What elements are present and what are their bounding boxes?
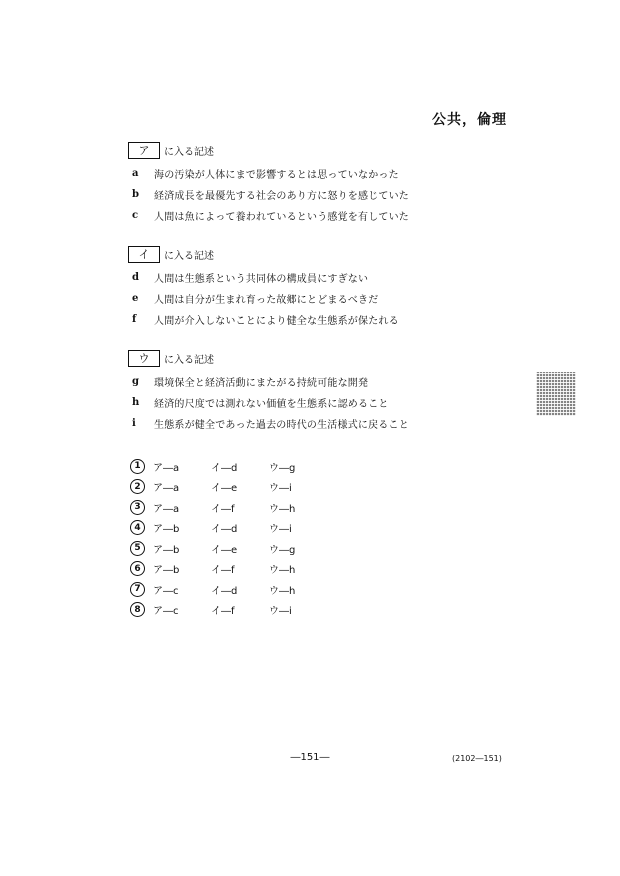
choice-a: ア―a — [153, 462, 180, 474]
section-a — [128, 140, 528, 226]
choice-i: イ―f — [211, 606, 235, 618]
list-item — [128, 392, 528, 413]
blank-box: イ — [128, 246, 160, 263]
choice-u: ウ―i — [269, 524, 292, 536]
section-heading: に入る記述 — [164, 250, 214, 262]
choice-number: 4 — [130, 520, 145, 535]
item-letter: b — [132, 189, 139, 200]
item-text: 環境保全と経済活動にまたがる持続可能な開発 — [154, 378, 369, 389]
choice-a: ア―a — [153, 503, 180, 515]
item-text: 人間が介入しないことにより健全な生態系が保たれる — [154, 316, 399, 327]
choice-number: 6 — [130, 561, 145, 576]
choice-number: 8 — [130, 602, 145, 617]
item-text: 人間は自分が生まれ育った故郷にとどまるべきだ — [154, 295, 379, 306]
subject-title: 公共，倫理 — [432, 112, 507, 128]
item-text: 海の汚染が人体にまで影響するとは思っていなかった — [154, 170, 399, 181]
answer-choices — [130, 456, 329, 620]
choice-a: ア―b — [153, 565, 180, 577]
choice-i: イ―d — [211, 462, 238, 474]
choice-number: 3 — [130, 500, 145, 515]
item-letter: c — [132, 210, 139, 221]
section-header — [128, 140, 528, 160]
choice-number: 2 — [130, 479, 145, 494]
choice-number: 5 — [130, 541, 145, 556]
choice-i: イ―d — [211, 524, 238, 536]
section-i — [128, 244, 528, 330]
choice-row — [130, 477, 329, 498]
item-text: 人間は生態系という共同体の構成員にすぎない — [154, 274, 369, 285]
choice-row — [130, 559, 329, 580]
blank-box: ア — [128, 142, 160, 159]
choice-row — [130, 600, 329, 621]
choice-u: ウ―h — [269, 585, 296, 597]
choice-i: イ―e — [211, 483, 238, 495]
choice-i: イ―f — [211, 565, 235, 577]
choice-row — [130, 497, 329, 518]
choice-a: ア―c — [153, 606, 179, 618]
item-text: 生態系が健全であった過去の時代の生活様式に戻ること — [154, 420, 409, 431]
choice-row — [130, 456, 329, 477]
list-item — [128, 288, 528, 309]
choice-u: ウ―i — [269, 606, 292, 618]
item-letter: e — [132, 293, 139, 304]
item-letter: a — [132, 168, 139, 179]
choice-a: ア―b — [153, 544, 180, 556]
list-item — [128, 371, 528, 392]
choice-number: 1 — [130, 459, 145, 474]
item-letter: g — [132, 376, 139, 387]
choice-u: ウ―h — [269, 503, 296, 515]
blank-box: ウ — [128, 350, 160, 367]
item-text: 経済的尺度では測れない価値を生態系に認めること — [154, 399, 389, 410]
qr-code-image — [536, 372, 576, 416]
list-item — [128, 267, 528, 288]
item-letter: h — [132, 397, 140, 408]
choice-a: ア―a — [153, 483, 180, 495]
choice-a: ア―b — [153, 524, 180, 536]
section-heading: に入る記述 — [164, 354, 214, 366]
choice-i: イ―f — [211, 503, 235, 515]
item-text: 人間は魚によって養われているという感覚を有していた — [154, 212, 409, 223]
item-letter: i — [132, 418, 136, 429]
choice-u: ウ―g — [269, 544, 296, 556]
choice-row — [130, 579, 329, 600]
list-item — [128, 309, 528, 330]
section-heading: に入る記述 — [164, 146, 214, 158]
item-letter: d — [132, 272, 139, 283]
choice-i: イ―d — [211, 585, 238, 597]
choice-row — [130, 538, 329, 559]
list-item — [128, 184, 528, 205]
section-u — [128, 348, 528, 434]
section-header — [128, 348, 528, 368]
choice-i: イ―e — [211, 544, 238, 556]
item-text: 経済成長を最優先する社会のあり方に怒りを感じていた — [154, 191, 409, 202]
item-letter: f — [132, 314, 137, 325]
exam-code: (2102―151) — [452, 754, 502, 763]
page-number: ―151― — [290, 752, 330, 763]
choice-a: ア―c — [153, 585, 179, 597]
choice-number: 7 — [130, 582, 145, 597]
list-item — [128, 205, 528, 226]
choice-u: ウ―h — [269, 565, 296, 577]
choice-u: ウ―g — [269, 462, 296, 474]
section-header — [128, 244, 528, 264]
list-item — [128, 413, 528, 434]
choice-row — [130, 518, 329, 539]
list-item — [128, 163, 528, 184]
choice-u: ウ―i — [269, 483, 292, 495]
